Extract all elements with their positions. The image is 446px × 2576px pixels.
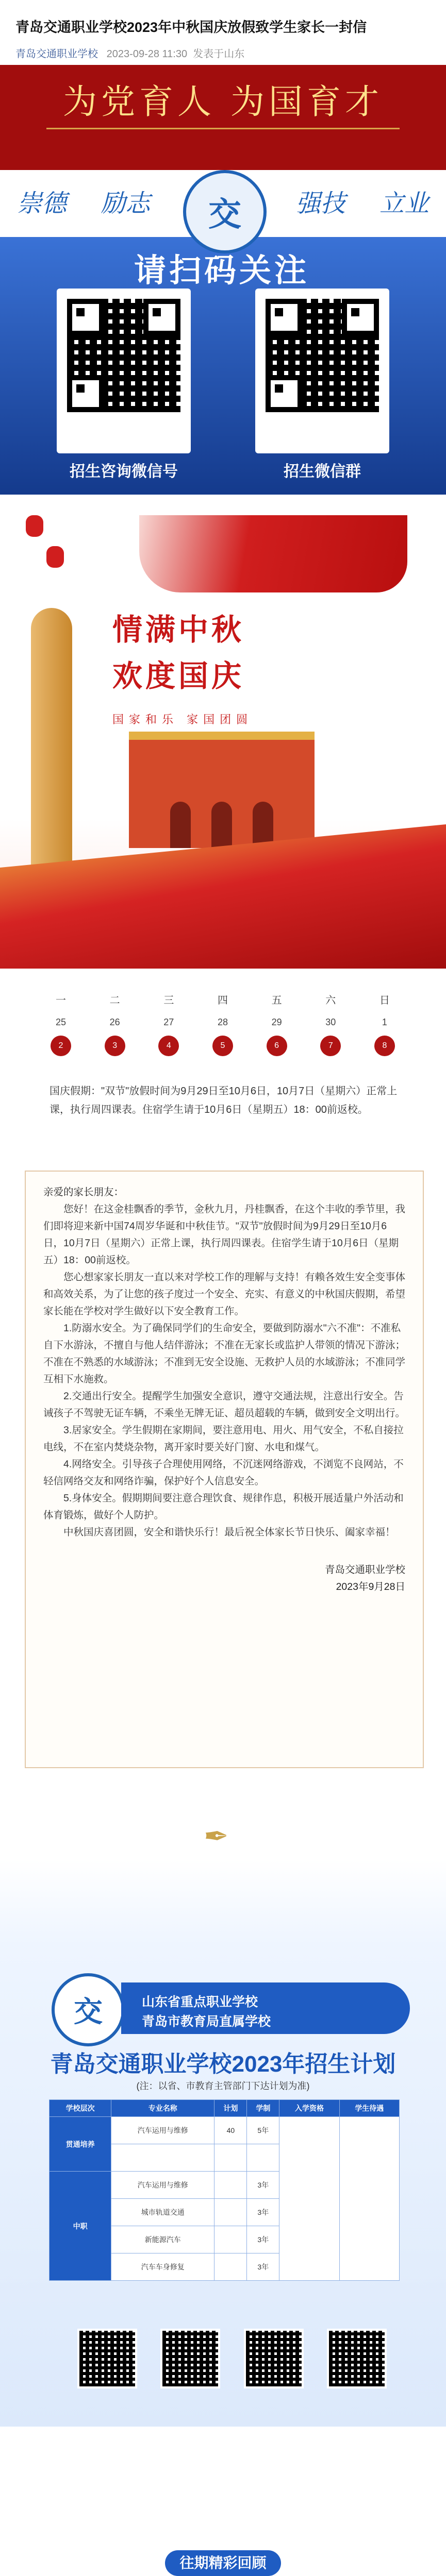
letter-paragraph: 3.居家安全。学生假期在家期间，要注意用电、用火、用气安全，不私自接拉电线，不在室内焚烧杂物，离开家时要关好门窗、水电和煤气。 (43, 1425, 404, 1453)
qr-code-icon[interactable] (67, 299, 180, 412)
column-header: 学生待遇 (339, 2100, 399, 2117)
lantern-icon (46, 546, 64, 568)
weekday: 二 (109, 995, 120, 1006)
qr-code-icon[interactable] (77, 2329, 137, 2388)
plan-qr-row (77, 2329, 387, 2388)
school-badge-bar (121, 1982, 410, 2034)
plan-cell (214, 2172, 247, 2199)
letter-paragraph: 2.交通出行安全。提醒学生加强安全意识，遵守交通法规，注意出行安全。告诫孩子不驾驶无证车辆，不乘坐无牌无证、超员超载的车辆，做到安全文明出行。 (43, 1391, 406, 1419)
column-header: 入学资格 (279, 2100, 339, 2117)
tiananmen-icon (129, 732, 315, 848)
level-cell: 贯通培养 (49, 2117, 111, 2172)
admission-table (49, 2099, 400, 2281)
major-cell: 汽车车身修复 (111, 2253, 214, 2281)
motto-word: 强技 (295, 189, 345, 218)
major-cell: 城市轨道交通 (111, 2199, 214, 2226)
major-cell: 汽车运用与维修 (111, 2117, 214, 2144)
plan-cell (214, 2253, 247, 2281)
letter-date: 2023年9月28日 (336, 1581, 405, 1592)
column-header: 学制 (247, 2100, 279, 2117)
holiday-notice: 国庆假期："双节"放假时间为9月29日至10月6日，10月7日（星期六）正常上课，执行周四课表。住宿学生请于10月6日（星期五）18：00前返校。 (49, 1086, 398, 1115)
weekday: 六 (325, 995, 336, 1006)
plan-cell (214, 2226, 247, 2253)
slogan-banner (0, 65, 446, 170)
school-line-2: 青岛市教育局直属学校 (142, 2014, 271, 2029)
calendar-day: 1 (382, 1017, 387, 1027)
calendar-weekdays (51, 992, 395, 1007)
column-header: 学校层次 (49, 2100, 111, 2117)
weekday: 一 (56, 995, 66, 1006)
calendar-day: 29 (271, 1017, 282, 1027)
calendar-day: 2 (51, 1036, 71, 1056)
calendar-day: 4 (158, 1036, 179, 1056)
qr-code-icon[interactable] (327, 2329, 387, 2388)
plan-cell: 40 (214, 2117, 247, 2144)
years-cell: 3年 (247, 2253, 279, 2281)
related-articles-heading: 往期精彩回顾 (165, 2550, 281, 2576)
benefit-cell (339, 2117, 399, 2281)
school-logo-icon: 交 (52, 1973, 125, 2046)
calendar-day: 3 (105, 1036, 125, 1056)
school-line-1: 山东省重点职业学校 (142, 1995, 258, 2009)
qr-label: 招生咨询微信号 (70, 463, 178, 480)
plan-cell (214, 2144, 247, 2172)
weekday: 四 (217, 995, 228, 1006)
qr-code-icon[interactable] (160, 2329, 220, 2388)
letter-paragraph: 中秋国庆喜团圆，安全和谐快乐行！最后祝全体家长节日快乐、阖家幸福！ (63, 1527, 395, 1538)
letter-paragraph: 您好！在这金桂飘香的季节，金秋九月，丹桂飘香，在这个丰收的季节里，我们即将迎来新中国74周岁华诞和中秋佳节。"双节"放假时间为9月29日至10月6日，10月7日（星期六）正常上课，执行周四课表。住宿学生请于10月6日（星期五）18：00前返校。 (43, 1204, 406, 1266)
calendar-day: 6 (267, 1036, 287, 1056)
slogan-divider (46, 128, 400, 129)
motto-word: 励志 (101, 189, 151, 218)
parent-letter (25, 1171, 424, 1768)
article-header (0, 0, 446, 60)
major-cell: 汽车运用与维修 (111, 2172, 214, 2199)
years-cell: 5年 (247, 2117, 279, 2144)
years-cell (247, 2144, 279, 2172)
table-row (49, 2117, 400, 2144)
years-cell: 3年 (247, 2172, 279, 2199)
plan-note: (注：以省、市教育主管部门下达计划为准) (136, 2081, 310, 2091)
holiday-calendar (51, 992, 395, 1056)
lantern-icon (26, 515, 43, 537)
letter-paragraph: 您心想家家长朋友一直以来对学校工作的理解与支持！有赖各效生安全变事体和高效关系，为了让您的孩子度过一个安全、充实、有意义的中秋国庆假期，希望家长能在学校对学生做好以下安全教育工作。 (43, 1272, 406, 1317)
red-flag-icon (139, 515, 407, 592)
account-name-link[interactable]: 青岛交通职业学校 (15, 48, 98, 60)
letter-signature: 青岛交通职业学校 (324, 1564, 405, 1575)
req-cell (279, 2117, 339, 2281)
slogan-text: 为党育人 为国育才 (63, 81, 383, 122)
weekday: 日 (379, 995, 390, 1006)
publish-date: 2023-09-28 11:30 (106, 48, 188, 60)
years-cell: 3年 (247, 2226, 279, 2253)
column-header: 专业名称 (111, 2100, 214, 2117)
qr-code-icon[interactable] (244, 2329, 304, 2388)
letter-paragraph: 5.身体安全。假期期间要注意合理饮食、规律作息，积极开展适量户外活动和体育锻炼，做好个人防护。 (43, 1493, 404, 1521)
calendar-day: 25 (55, 1017, 67, 1027)
calendar-row (51, 1012, 395, 1032)
pen-icon: ✒ (204, 1820, 229, 1853)
weekday: 五 (271, 995, 282, 1006)
calendar-day: 30 (325, 1017, 336, 1027)
letter-paragraph: 4.网络安全。引导孩子合理使用网络，不沉迷网络游戏，不浏览不良网站，不轻信网络交友和网络诈骗，保护好个人信息安全。 (43, 1459, 404, 1487)
monument-icon (31, 608, 72, 876)
scan-title: 请扫码关注 (134, 253, 310, 289)
letter-greeting: 亲爱的家长朋友： (43, 1187, 124, 1198)
calendar-day: 5 (212, 1036, 233, 1056)
school-logo-icon: 交 (183, 170, 267, 253)
festival-line-1: 情满中秋 (112, 612, 245, 647)
major-cell: 新能源汽车 (111, 2226, 214, 2253)
plan-title: 青岛交通职业学校2023年招生计划 (50, 2052, 396, 2077)
motto-word: 立业 (379, 189, 429, 218)
festival-subline: 国家和乐 家国团圆 (112, 713, 253, 726)
calendar-day: 8 (374, 1036, 395, 1056)
publish-location: 发表于山东 (193, 48, 245, 60)
calendar-row-holiday (51, 1036, 395, 1056)
weekday: 三 (163, 995, 174, 1006)
qr-code-card (255, 289, 389, 453)
major-cell (111, 2144, 214, 2172)
qr-code-card (57, 289, 191, 453)
plan-cell (214, 2199, 247, 2226)
years-cell: 3年 (247, 2199, 279, 2226)
article-meta (15, 45, 431, 60)
calendar-day: 28 (217, 1017, 228, 1027)
calendar-day: 27 (163, 1017, 174, 1027)
qr-label: 招生微信群 (284, 463, 361, 480)
table-header-row (49, 2100, 400, 2117)
article-title: 青岛交通职业学校2023年中秋国庆放假致学生家长一封信 (15, 20, 367, 35)
level-cell: 中职 (49, 2172, 111, 2281)
letter-body (43, 1184, 405, 1596)
festival-line-2: 欢度国庆 (112, 658, 245, 693)
qr-code-icon[interactable] (266, 299, 379, 412)
letter-paragraph: 1.防溺水安全。为了确保同学们的生命安全，要做到防溺水"六不准"：不准私自下水游泳，不擅自与他人结伴游泳；不准在无家长或监护人带领的情况下游泳；不准在不熟悉的水域游泳；不准到无安全设施、无救护人员的水域游泳；不准同学互相下水施救。 (43, 1323, 406, 1385)
calendar-day: 26 (109, 1017, 120, 1027)
column-header: 计划 (214, 2100, 247, 2117)
calendar-day: 7 (320, 1036, 341, 1056)
motto-word: 崇德 (17, 189, 67, 218)
